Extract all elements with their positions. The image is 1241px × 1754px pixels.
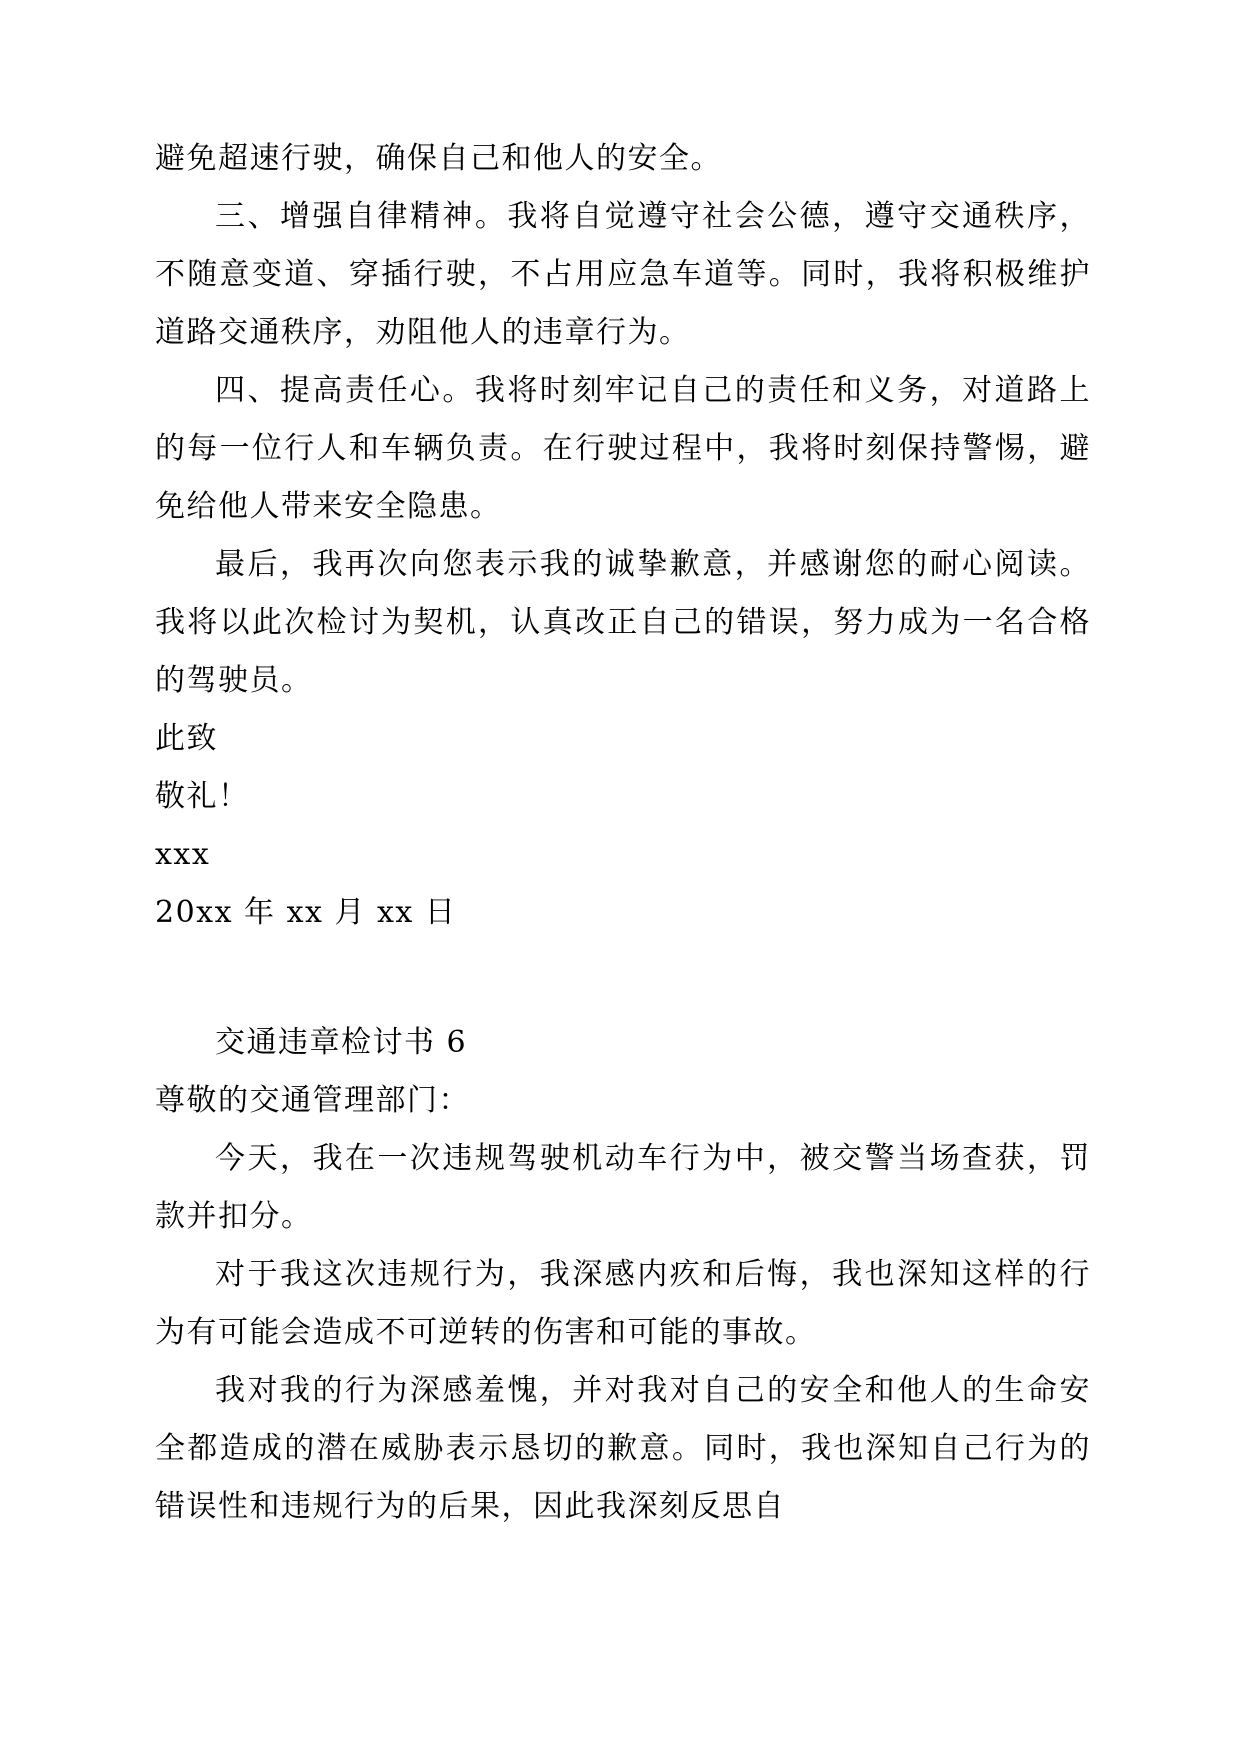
section-title: 交通违章检讨书 6 [215,1025,468,1060]
paragraph-closing: 最后，我再次向您表示我的诚挚歉意，并感谢您的耐心阅读。我将以此次检讨为契机，认真改正自己的错误，努力成为一名合格的驾驶员。 [155,547,1091,698]
section-two-paragraph-1: 今天，我在一次违规驾驶机动车行为中，被交警当场查获，罚款并扣分。 [155,1141,1091,1234]
section-two-paragraph-3: 我对我的行为深感羞愧，并对我对自己的安全和他人的生命安全都造成的潜在威胁表示恳切的歉意。同时，我也深知自己行为的错误性和违规行为的后果，因此我深刻反思自 [155,1373,1091,1524]
paragraph-four: 四、提高责任心。我将时刻牢记自己的责任和义务，对道路上的每一位行人和车辆负责。在行驶过程中，我将时刻保持警惕，避免给他人带来安全隐患。 [155,373,1091,524]
signature-block [155,710,1091,942]
signer-name: xxx [155,837,211,872]
closing-line-2: 敬礼！ [155,779,250,814]
closing-line-1: 此致 [155,721,218,756]
continued-line: 避免超速行驶，确保自己和他人的安全。 [155,141,722,176]
section-two-paragraph-2: 对于我这次违规行为，我深感内疚和后悔，我也深知这样的行为有可能会造成不可逆转的伤害和可能的事故。 [155,1257,1091,1350]
salutation: 尊敬的交通管理部门： [155,1083,470,1118]
paragraph-three: 三、增强自律精神。我将自觉遵守社会公德，遵守交通秩序，不随意变道、穿插行驶，不占用应急车道等。同时，我将积极维护道路交通秩序，劝阻他人的违章行为。 [155,199,1091,350]
signature-date: 20xx 年 xx 月 xx 日 [155,895,457,930]
document-body [155,130,1091,1536]
section-gap [155,942,1091,1014]
